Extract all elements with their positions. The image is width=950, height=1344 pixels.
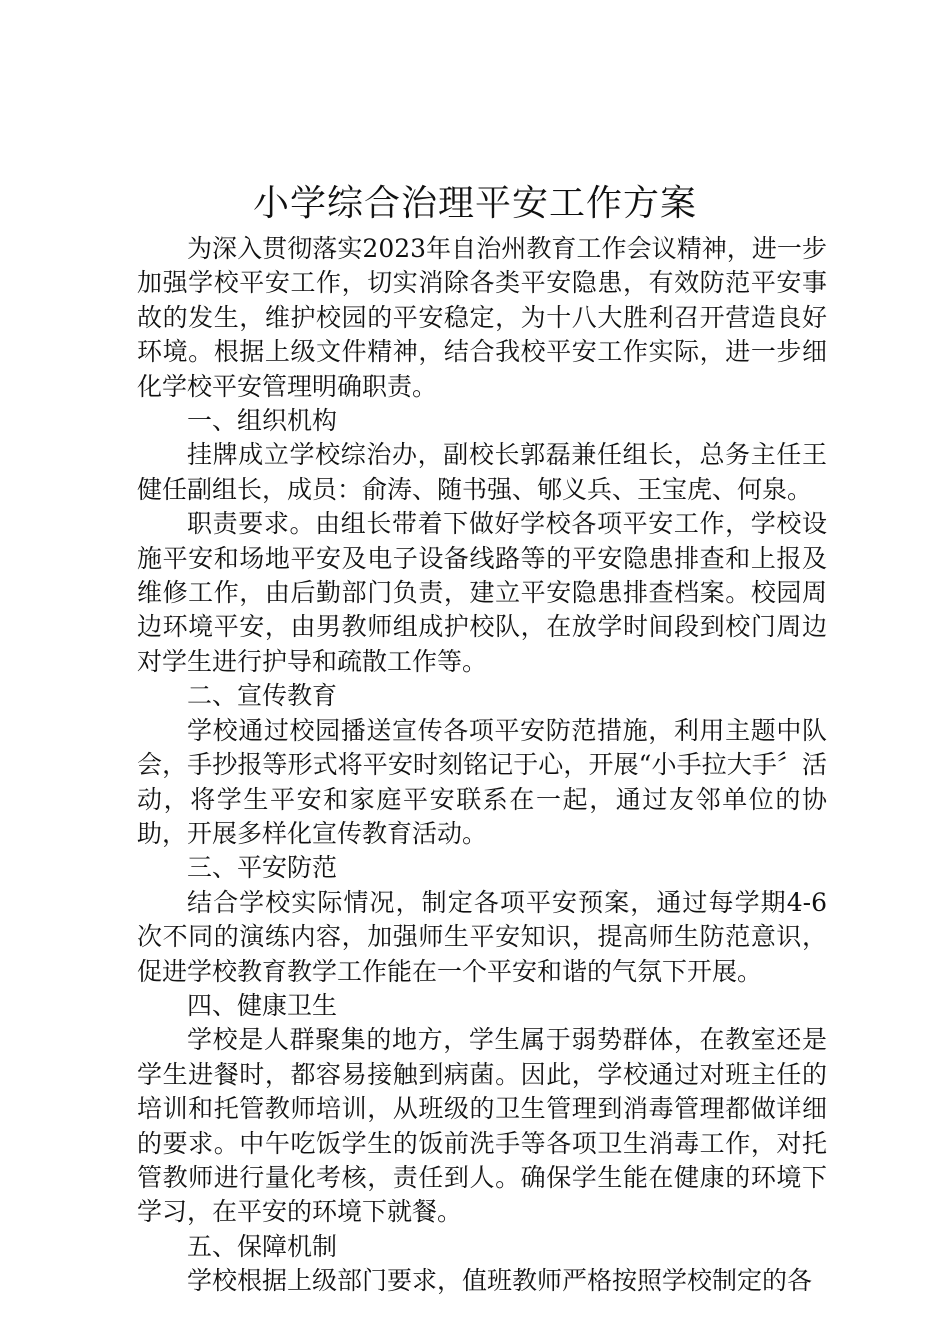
document-title: 小学综合治理平安工作方案 xyxy=(252,183,697,224)
section-heading-prevention: 三、平安防范 xyxy=(187,853,338,883)
section-heading-publicity: 二、宣传教育 xyxy=(187,681,338,711)
paragraph-organization-members: 挂牌成立学校综治办，副校长郭磊兼任组长，总务主任王健任副组长，成员：俞涛、随书强、郇义兵、王宝虎、何泉。 xyxy=(137,440,827,504)
section-heading-safeguard: 五、保障机制 xyxy=(187,1231,338,1261)
paragraph-prevention: 结合学校实际情况，制定各项平安预案，通过每学期4-6次不同的演练内容，加强师生平安知识，提高师生防范意识，促进学校教育教学工作能在一个平安和谐的气氛下开展。 xyxy=(137,887,827,986)
section-heading-health: 四、健康卫生 xyxy=(187,990,338,1020)
document-body xyxy=(137,232,827,1299)
paragraph-responsibilities: 职责要求。由组长带着下做好学校各项平安工作，学校设施平安和场地平安及电子设备线路等的平安隐患排查和上报及维修工作，由后勤部门负责，建立平安隐患排查档案。校园周边环境平安，由男教师组成护校队，在放学时间段到校门周边对学生进行护导和疏散工作等。 xyxy=(137,509,827,676)
section-heading-organization: 一、组织机构 xyxy=(187,406,338,436)
paragraph-publicity: 学校通过校园播送宣传各项平安防范措施，利用主题中队会，手抄报等形式将平安时刻铭记于心，开展“小手拉大手〞活动，将学生平安和家庭平安联系在一起，通过友邻单位的协助，开展多样化宣传教育活动。 xyxy=(137,715,827,848)
paragraph-intro: 为深入贯彻落实2023年自治州教育工作会议精神，进一步加强学校平安工作，切实消除各类平安隐患，有效防范平安事故的发生，维护校园的平安稳定，为十八大胜利召开营造良好环境。根据上级文件精神，结合我校平安工作实际，进一步细化学校平安管理明确职责。 xyxy=(137,234,827,401)
paragraph-safeguard: 学校根据上级部门要求，值班教师严格按照学校制定的各 xyxy=(187,1266,813,1296)
paragraph-health: 学校是人群聚集的地方，学生属于弱势群体，在教室还是学生进餐时，都容易接触到病菌。因此，学校通过对班主任的培训和托管教师培训，从班级的卫生管理到消毒管理都做详细的要求。中午吃饭学生的饭前洗手等各项卫生消毒工作，对托管教师进行量化考核，责任到人。确保学生能在健康的环境下学习，在平安的环境下就餐。 xyxy=(137,1025,827,1227)
